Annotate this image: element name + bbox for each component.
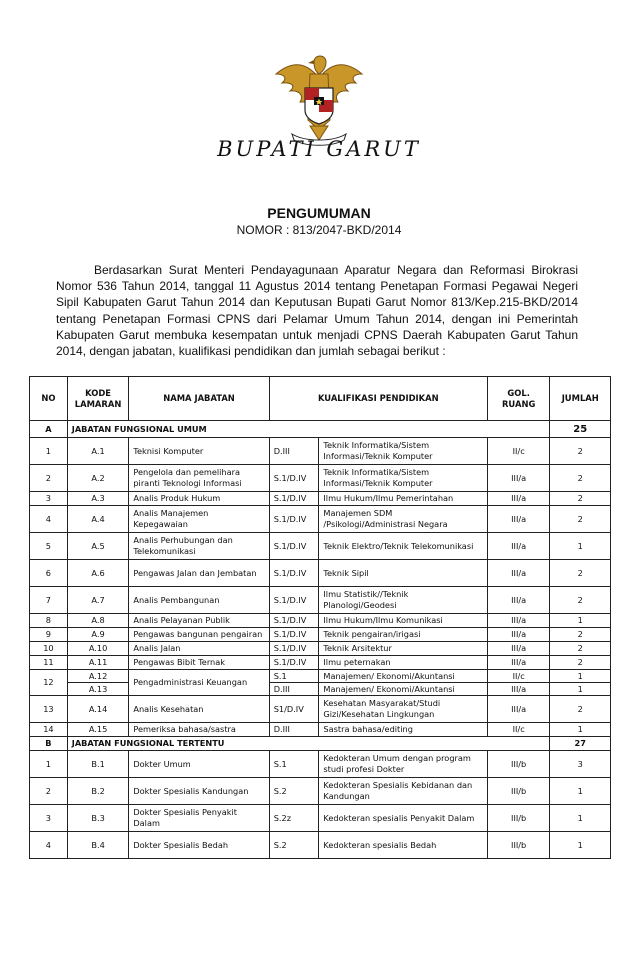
cell-no: 10 xyxy=(30,642,68,656)
cell-jurusan: Teknik Informatika/Sistem Informasi/Teknik Komputer xyxy=(319,465,487,492)
cell-jumlah: 2 xyxy=(550,506,611,533)
cell-pendidikan: S.1/D.IV xyxy=(269,614,319,628)
header-kualifikasi: KUALIFIKASI PENDIDIKAN xyxy=(269,377,487,421)
section-code: A xyxy=(30,421,68,438)
cell-gol: II/c xyxy=(487,723,550,737)
regent-heading: BUPATI GARUT xyxy=(217,137,421,161)
cell-jumlah: 1 xyxy=(550,723,611,737)
cell-kode: A.6 xyxy=(67,560,129,587)
cell-jurusan: Manajemen/ Ekonomi/Akuntansi xyxy=(319,683,487,696)
cell-jurusan: Kedokteran spesialis Bedah xyxy=(319,832,487,859)
cell-kode: B.1 xyxy=(67,751,129,778)
cell-jumlah: 2 xyxy=(550,642,611,656)
cell-kode: A.14 xyxy=(67,696,129,723)
cell-gol: III/b xyxy=(487,832,550,859)
cell-nama-jabatan: Teknisi Komputer xyxy=(129,438,269,465)
cell-jumlah: 2 xyxy=(550,560,611,587)
cell-gol: III/b xyxy=(487,778,550,805)
cell-gol: III/a xyxy=(487,628,550,642)
table-row xyxy=(30,832,611,859)
section-total: 25 xyxy=(550,421,611,438)
table-row xyxy=(30,465,611,492)
cell-no: 3 xyxy=(30,492,68,506)
cell-jurusan: Manajemen/ Ekonomi/Akuntansi xyxy=(319,670,487,683)
cell-gol: III/b xyxy=(487,805,550,832)
cell-pendidikan: S1/D.IV xyxy=(269,696,319,723)
cell-pendidikan: S.2 xyxy=(269,778,319,805)
cell-gol: II/c xyxy=(487,438,550,465)
cell-gol: III/a xyxy=(487,614,550,628)
cell-jurusan: Teknik Elektro/Teknik Telekomunikasi xyxy=(319,533,487,560)
cell-no: 11 xyxy=(30,656,68,670)
cell-kode: A.5 xyxy=(67,533,129,560)
cell-jurusan: Ilmu Hukum/Ilmu Pemerintahan xyxy=(319,492,487,506)
cell-gol: III/b xyxy=(487,751,550,778)
cell-no: 2 xyxy=(30,778,68,805)
cell-kode: B.2 xyxy=(67,778,129,805)
cell-gol: II/c xyxy=(487,670,550,683)
table-row xyxy=(30,670,611,683)
cell-no: 7 xyxy=(30,587,68,614)
header-jumlah: JUMLAH xyxy=(550,377,611,421)
cell-kode: A.3 xyxy=(67,492,129,506)
cell-jumlah: 1 xyxy=(550,805,611,832)
cell-gol: III/a xyxy=(487,560,550,587)
cell-nama-jabatan: Dokter Spesialis Penyakit Dalam xyxy=(129,805,269,832)
cell-no: 6 xyxy=(30,560,68,587)
cell-pendidikan: D.III xyxy=(269,683,319,696)
table-row xyxy=(30,587,611,614)
cell-jumlah: 2 xyxy=(550,492,611,506)
header-no: NO xyxy=(30,377,68,421)
cell-pendidikan: S.1/D.IV xyxy=(269,533,319,560)
cell-nama-jabatan: Analis Jalan xyxy=(129,642,269,656)
cell-no: 1 xyxy=(30,438,68,465)
cell-kode: B.3 xyxy=(67,805,129,832)
cell-jumlah: 1 xyxy=(550,778,611,805)
cell-kode: A.8 xyxy=(67,614,129,628)
cell-pendidikan: D.III xyxy=(269,438,319,465)
section-label: JABATAN FUNGSIONAL TERTENTU xyxy=(67,737,550,751)
section-b-row xyxy=(30,737,611,751)
cell-no: 4 xyxy=(30,832,68,859)
announcement-title: PENGUMUMAN xyxy=(267,205,371,221)
table-row xyxy=(30,778,611,805)
formation-table xyxy=(29,376,611,859)
table-row xyxy=(30,656,611,670)
cell-jumlah: 2 xyxy=(550,587,611,614)
cell-no: 14 xyxy=(30,723,68,737)
cell-kode: A.7 xyxy=(67,587,129,614)
cell-jurusan: Kesehatan Masyarakat/Studi Gizi/Kesehatan Lingkungan xyxy=(319,696,487,723)
table-row xyxy=(30,683,611,696)
cell-jumlah: 2 xyxy=(550,628,611,642)
cell-no: 12 xyxy=(30,670,68,696)
cell-pendidikan: S.1/D.IV xyxy=(269,642,319,656)
table-row xyxy=(30,506,611,533)
cell-jumlah: 1 xyxy=(550,670,611,683)
table-row xyxy=(30,642,611,656)
cell-jurusan: Manajemen SDM /Psikologi/Administrasi Negara xyxy=(319,506,487,533)
cell-jumlah: 1 xyxy=(550,683,611,696)
cell-pendidikan: S.1/D.IV xyxy=(269,465,319,492)
cell-kode: A.12 xyxy=(67,670,129,683)
cell-no: 13 xyxy=(30,696,68,723)
cell-gol: III/a xyxy=(487,492,550,506)
cell-gol: III/a xyxy=(487,683,550,696)
cell-kode: A.4 xyxy=(67,506,129,533)
cell-no: 3 xyxy=(30,805,68,832)
cell-no: 5 xyxy=(30,533,68,560)
cell-jumlah: 2 xyxy=(550,656,611,670)
cell-nama-jabatan: Pengadministrasi Keuangan xyxy=(129,670,269,696)
cell-gol: III/a xyxy=(487,656,550,670)
cell-jumlah: 3 xyxy=(550,751,611,778)
cell-jurusan: Teknik pengairan/irigasi xyxy=(319,628,487,642)
table-row xyxy=(30,751,611,778)
cell-pendidikan: S.1/D.IV xyxy=(269,628,319,642)
cell-pendidikan: S.1 xyxy=(269,751,319,778)
table-row xyxy=(30,805,611,832)
cell-jurusan: Teknik Informatika/Sistem Informasi/Teknik Komputer xyxy=(319,438,487,465)
cell-kode: A.10 xyxy=(67,642,129,656)
cell-jumlah: 2 xyxy=(550,465,611,492)
cell-pendidikan: S.1/D.IV xyxy=(269,587,319,614)
cell-kode: A.15 xyxy=(67,723,129,737)
cell-pendidikan: S.1 xyxy=(269,670,319,683)
cell-nama-jabatan: Dokter Spesialis Kandungan xyxy=(129,778,269,805)
cell-nama-jabatan: Dokter Spesialis Bedah xyxy=(129,832,269,859)
cell-pendidikan: D.III xyxy=(269,723,319,737)
cell-no: 9 xyxy=(30,628,68,642)
cell-jumlah: 1 xyxy=(550,832,611,859)
cell-pendidikan: S.1/D.IV xyxy=(269,492,319,506)
cell-jurusan: Kedokteran Umum dengan program studi profesi Dokter xyxy=(319,751,487,778)
section-code: B xyxy=(30,737,68,751)
cell-jurusan: Teknik Arsitektur xyxy=(319,642,487,656)
cell-nama-jabatan: Pengelola dan pemelihara piranti Teknologi Informasi xyxy=(129,465,269,492)
table-row xyxy=(30,628,611,642)
table-row xyxy=(30,492,611,506)
cell-jumlah: 2 xyxy=(550,438,611,465)
cell-pendidikan: S.1/D.IV xyxy=(269,506,319,533)
cell-jurusan: Kedokteran spesialis Penyakit Dalam xyxy=(319,805,487,832)
header-kode: KODE LAMARAN xyxy=(67,377,129,421)
section-a-row xyxy=(30,421,611,438)
cell-no: 2 xyxy=(30,465,68,492)
table-row xyxy=(30,533,611,560)
table-row xyxy=(30,560,611,587)
cell-nama-jabatan: Pengawas Bibit Ternak xyxy=(129,656,269,670)
cell-nama-jabatan: Analis Perhubungan dan Telekomunikasi xyxy=(129,533,269,560)
cell-pendidikan: S.1/D.IV xyxy=(269,560,319,587)
cell-nama-jabatan: Pemeriksa bahasa/sastra xyxy=(129,723,269,737)
cell-kode: A.2 xyxy=(67,465,129,492)
cell-pendidikan: S.2z xyxy=(269,805,319,832)
header-nama-jabatan: NAMA JABATAN xyxy=(129,377,269,421)
cell-gol: III/a xyxy=(487,533,550,560)
cell-pendidikan: S.2 xyxy=(269,832,319,859)
cell-nama-jabatan: Pengawas Jalan dan Jembatan xyxy=(129,560,269,587)
cell-pendidikan: S.1/D.IV xyxy=(269,656,319,670)
cell-jurusan: Teknik Sipil xyxy=(319,560,487,587)
cell-gol: III/a xyxy=(487,642,550,656)
cell-jurusan: Kedokteran Spesialis Kebidanan dan Kandungan xyxy=(319,778,487,805)
header-gol-ruang: GOL. RUANG xyxy=(487,377,550,421)
section-label: JABATAN FUNGSIONAL UMUM xyxy=(67,421,550,438)
cell-nama-jabatan: Analis Pembangunan xyxy=(129,587,269,614)
cell-jurusan: Ilmu Hukum/Ilmu Komunikasi xyxy=(319,614,487,628)
cell-nama-jabatan: Analis Kesehatan xyxy=(129,696,269,723)
garuda-emblem-icon xyxy=(270,50,368,150)
cell-jumlah: 1 xyxy=(550,614,611,628)
cell-kode: A.13 xyxy=(67,683,129,696)
cell-gol: III/a xyxy=(487,465,550,492)
cell-gol: III/a xyxy=(487,506,550,533)
cell-nama-jabatan: Analis Produk Hukum xyxy=(129,492,269,506)
announcement-number: NOMOR : 813/2047-BKD/2014 xyxy=(236,223,402,237)
cell-jurusan: Ilmu Statistik//Teknik Planologi/Geodesi xyxy=(319,587,487,614)
table-header-row xyxy=(30,377,611,421)
cell-jurusan: Ilmu peternakan xyxy=(319,656,487,670)
section-total: 27 xyxy=(550,737,611,751)
cell-nama-jabatan: Analis Pelayanan Publik xyxy=(129,614,269,628)
cell-jurusan: Sastra bahasa/editing xyxy=(319,723,487,737)
cell-no: 8 xyxy=(30,614,68,628)
cell-nama-jabatan: Dokter Umum xyxy=(129,751,269,778)
cell-kode: A.1 xyxy=(67,438,129,465)
cell-gol: III/a xyxy=(487,587,550,614)
intro-paragraph: Berdasarkan Surat Menteri Pendayagunaan Aparatur Negara dan Reformasi Birokrasi Nomor 536 Tahun 2014, tanggal 11 Agustus 2014 tentang Penetapan Formasi Pegawai Negeri Sipil Kabupaten Garut Tahun 2014 dan Keputusan Bupati Garut Nomor 813/Kep.215-BKD/2014 tentang Penetapan Formasi CPNS dari Pelamar Umum Tahun 2014, dengan ini Pemerintah Kabupaten Garut membuka kesempatan untuk menjadi CPNS Daerah Kabupaten Garut Tahun 2014, dengan jabatan, kualifikasi pendidikan dan jumlah sebagai berikut : xyxy=(56,263,578,359)
cell-jumlah: 2 xyxy=(550,696,611,723)
table-row xyxy=(30,696,611,723)
cell-kode: A.9 xyxy=(67,628,129,642)
cell-gol: III/a xyxy=(487,696,550,723)
cell-kode: A.11 xyxy=(67,656,129,670)
cell-jumlah: 1 xyxy=(550,533,611,560)
cell-no: 1 xyxy=(30,751,68,778)
cell-nama-jabatan: Pengawas bangunan pengairan xyxy=(129,628,269,642)
table-row xyxy=(30,723,611,737)
table-row xyxy=(30,614,611,628)
cell-no: 4 xyxy=(30,506,68,533)
table-row xyxy=(30,438,611,465)
cell-kode: B.4 xyxy=(67,832,129,859)
cell-nama-jabatan: Analis Manajemen Kepegawaian xyxy=(129,506,269,533)
